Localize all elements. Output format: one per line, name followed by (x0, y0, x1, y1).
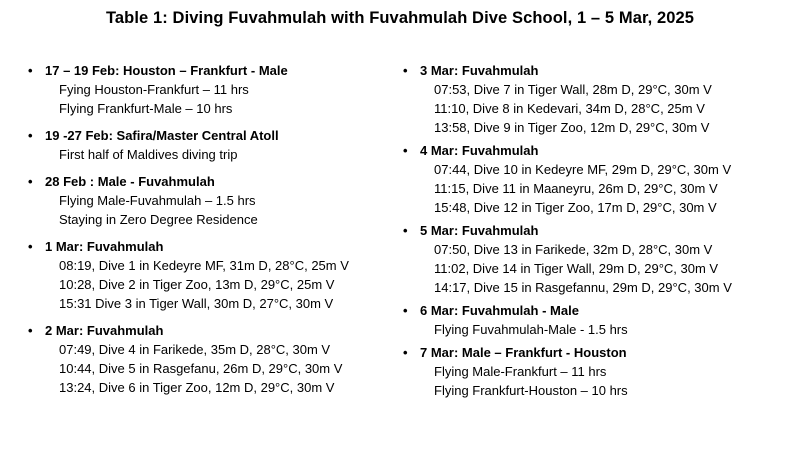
entry-detail: Flying Male-Frankfurt – 11 hrs (434, 364, 607, 379)
entry-heading-text: 3 Mar: Fuvahmulah (420, 63, 539, 78)
bullet-icon: • (403, 303, 408, 318)
dive-record: 14:17, Dive 15 in Rasgefannu, 29m D, 29°C, 30m V (434, 280, 732, 295)
entry-heading-text: 19 -27 Feb: Safira/Master Central Atoll (45, 128, 279, 143)
dive-record: 07:53, Dive 7 in Tiger Wall, 28m D, 29°C, 30m V (434, 82, 712, 97)
dive-record: 13:24, Dive 6 in Tiger Zoo, 12m D, 29°C, 30m V (59, 380, 335, 395)
itinerary-entry (403, 344, 793, 400)
entry-heading (28, 62, 398, 80)
dive-record: 11:02, Dive 14 in Tiger Wall, 29m D, 29°C, 30m V (434, 261, 719, 276)
page-title: Table 1: Diving Fuvahmulah with Fuvahmulah Dive School, 1 – 5 Mar, 2025 (105, 9, 695, 27)
dive-record: 13:58, Dive 9 in Tiger Zoo, 12m D, 29°C, 30m V (434, 120, 710, 135)
dive-record: 10:28, Dive 2 in Tiger Zoo, 13m D, 29°C, 25m V (59, 277, 335, 292)
itinerary-entry (403, 142, 793, 217)
entry-heading-text: 4 Mar: Fuvahmulah (420, 143, 539, 158)
right-column (403, 62, 793, 400)
itinerary-entry (403, 302, 793, 339)
dive-record: 11:15, Dive 11 in Maaneyru, 26m D, 29°C, 30m V (434, 181, 718, 196)
left-column (28, 62, 398, 397)
bullet-icon: • (403, 345, 408, 360)
entry-heading (403, 62, 793, 80)
entry-detail: Staying in Zero Degree Residence (59, 212, 258, 227)
bullet-icon: • (28, 128, 33, 143)
bullet-icon: • (28, 63, 33, 78)
dive-record: 10:44, Dive 5 in Rasgefanu, 26m D, 29°C, 30m V (59, 361, 343, 376)
entry-heading-text: 5 Mar: Fuvahmulah (420, 223, 539, 238)
itinerary-entry (28, 322, 398, 397)
entry-heading (403, 142, 793, 160)
itinerary-entry (28, 127, 398, 164)
itinerary-entry (28, 62, 398, 118)
dive-record: 08:19, Dive 1 in Kedeyre MF, 31m D, 28°C, 25m V (59, 258, 349, 273)
entry-detail: Flying Frankfurt-Male – 10 hrs (59, 101, 233, 116)
itinerary-entry (403, 222, 793, 297)
entry-heading-text: 17 – 19 Feb: Houston – Frankfurt - Male (45, 63, 288, 78)
bullet-icon: • (403, 223, 408, 238)
entry-heading (28, 238, 398, 256)
bullet-icon: • (403, 63, 408, 78)
itinerary-entry (28, 173, 398, 229)
entry-detail: First half of Maldives diving trip (59, 147, 238, 162)
dive-record: 07:44, Dive 10 in Kedeyre MF, 29m D, 29°C, 30m V (434, 162, 732, 177)
entry-heading (403, 344, 793, 362)
entry-detail: Flying Fuvahmulah-Male - 1.5 hrs (434, 322, 628, 337)
entry-heading (403, 302, 793, 320)
entry-heading-text: 28 Feb : Male - Fuvahmulah (45, 174, 215, 189)
bullet-icon: • (28, 323, 33, 338)
entry-heading (28, 322, 398, 340)
itinerary-entry (28, 238, 398, 313)
entry-detail: Fying Houston-Frankfurt – 11 hrs (59, 82, 249, 97)
bullet-icon: • (403, 143, 408, 158)
dive-record: 07:50, Dive 13 in Farikede, 32m D, 28°C, 30m V (434, 242, 713, 257)
dive-record: 15:31 Dive 3 in Tiger Wall, 30m D, 27°C, 30m V (59, 296, 334, 311)
entry-heading (28, 127, 398, 145)
dive-record: 11:10, Dive 8 in Kedevari, 34m D, 28°C, 25m V (434, 101, 705, 116)
dive-record: 15:48, Dive 12 in Tiger Zoo, 17m D, 29°C, 30m V (434, 200, 717, 215)
entry-heading-text: 1 Mar: Fuvahmulah (45, 239, 164, 254)
itinerary-entry (403, 62, 793, 137)
entry-heading-text: 6 Mar: Fuvahmulah - Male (420, 303, 579, 318)
entry-heading-text: 7 Mar: Male – Frankfurt - Houston (420, 345, 627, 360)
entry-detail: Flying Male-Fuvahmulah – 1.5 hrs (59, 193, 256, 208)
entry-heading (403, 222, 793, 240)
bullet-icon: • (28, 239, 33, 254)
entry-heading (28, 173, 398, 191)
dive-record: 07:49, Dive 4 in Farikede, 35m D, 28°C, 30m V (59, 342, 331, 357)
bullet-icon: • (28, 174, 33, 189)
entry-detail: Flying Frankfurt-Houston – 10 hrs (434, 383, 628, 398)
entry-heading-text: 2 Mar: Fuvahmulah (45, 323, 164, 338)
